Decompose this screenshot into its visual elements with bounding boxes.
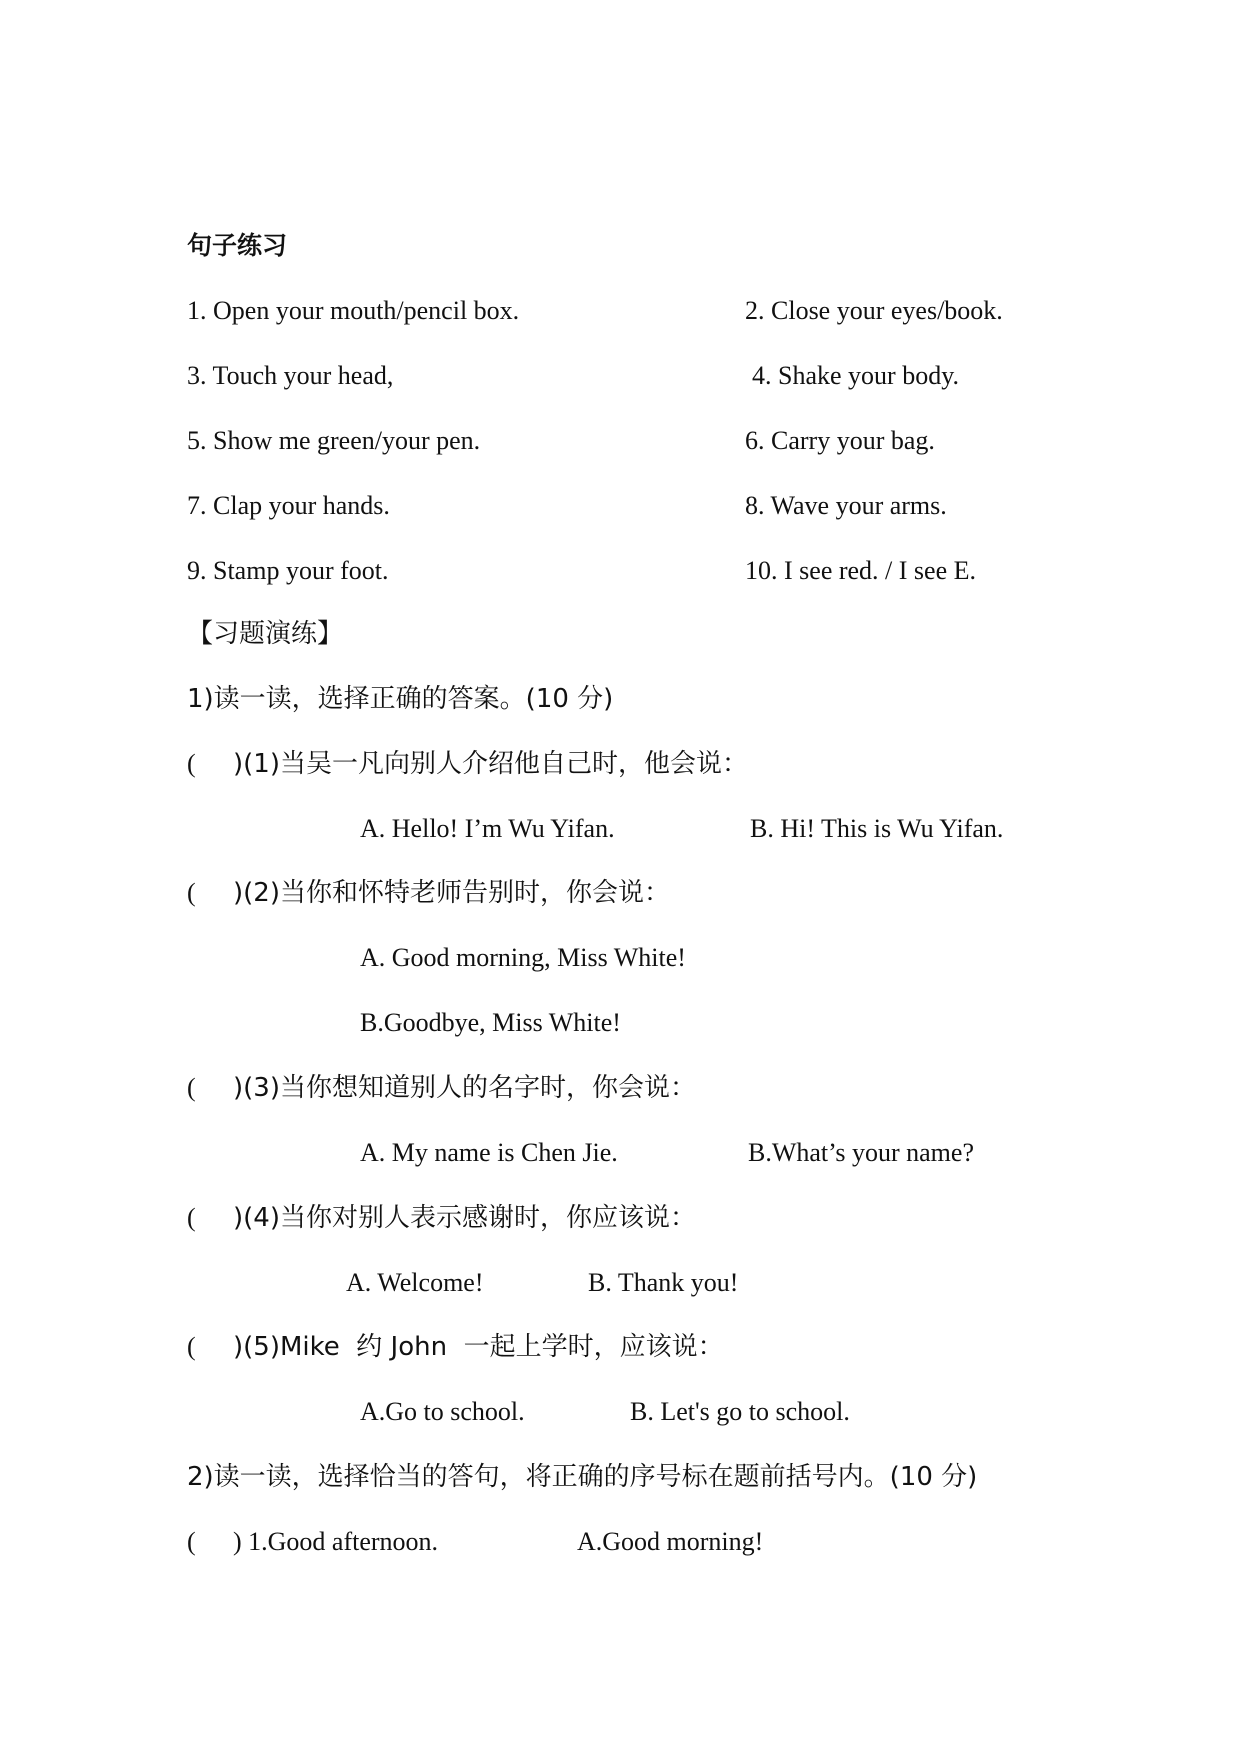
question-stem: )(4)当你对别人表示感谢时，你应该说： [233, 1203, 696, 1233]
sentence-item: 1. Open your mouth/pencil box. [187, 296, 520, 325]
answer-paren: ( [187, 1332, 196, 1361]
answer-paren: ( [187, 749, 196, 778]
answer-paren: ( [187, 878, 196, 907]
question-stem: )(5)Mike 约 John 一起上学时，应该说： [233, 1332, 724, 1362]
question-stem: )(2)当你和怀特老师告别时，你会说： [233, 878, 670, 908]
question-stem: )(3)当你想知道别人的名字时，你会说： [233, 1073, 696, 1103]
option-b: B. Hi! This is Wu Yifan. [750, 814, 1004, 843]
option-b: B.What’s your name? [748, 1138, 974, 1167]
sentence-item: 5. Show me green/your pen. [187, 426, 481, 455]
answer-option: A.Good morning! [577, 1527, 764, 1556]
part1-instruction: 1)读一读，选择正确的答案。(10 分) [187, 684, 614, 714]
part2-instruction: 2)读一读，选择恰当的答句，将正确的序号标在题前括号内。(10 分) [187, 1462, 978, 1492]
option-a: A. Hello! I’m Wu Yifan. [360, 814, 615, 843]
exercise-heading: 【习题演练】 [187, 619, 344, 649]
option-b: B. Thank you! [588, 1268, 739, 1297]
sentence-item: 9. Stamp your foot. [187, 556, 389, 585]
sentence-item: 8. Wave your arms. [745, 491, 947, 520]
option-a: A. Good morning, Miss White! [360, 943, 686, 972]
answer-paren: ( [187, 1527, 196, 1556]
option-b: B. Let's go to school. [630, 1397, 850, 1426]
sentence-item: 4. Shake your body. [752, 361, 960, 390]
answer-paren: ( [187, 1073, 196, 1102]
question-stem: )(1)当吴一凡向别人介绍他自己时，他会说： [233, 749, 748, 779]
sentence-item: 7. Clap your hands. [187, 491, 390, 520]
option-a: A.Go to school. [360, 1397, 525, 1426]
option-a: A. Welcome! [346, 1268, 484, 1297]
sentence-item: 2. Close your eyes/book. [745, 296, 1003, 325]
sentence-item: 6. Carry your bag. [745, 426, 935, 455]
sentence-item: 10. I see red. / I see E. [745, 556, 977, 585]
option-a: A. My name is Chen Jie. [360, 1138, 618, 1167]
question-stem: ) 1.Good afternoon. [233, 1527, 439, 1556]
option-b: B.Goodbye, Miss White! [360, 1008, 621, 1037]
section-title: 句子练习 [187, 231, 288, 260]
answer-paren: ( [187, 1203, 196, 1232]
sentence-item: 3. Touch your head, [187, 361, 394, 390]
